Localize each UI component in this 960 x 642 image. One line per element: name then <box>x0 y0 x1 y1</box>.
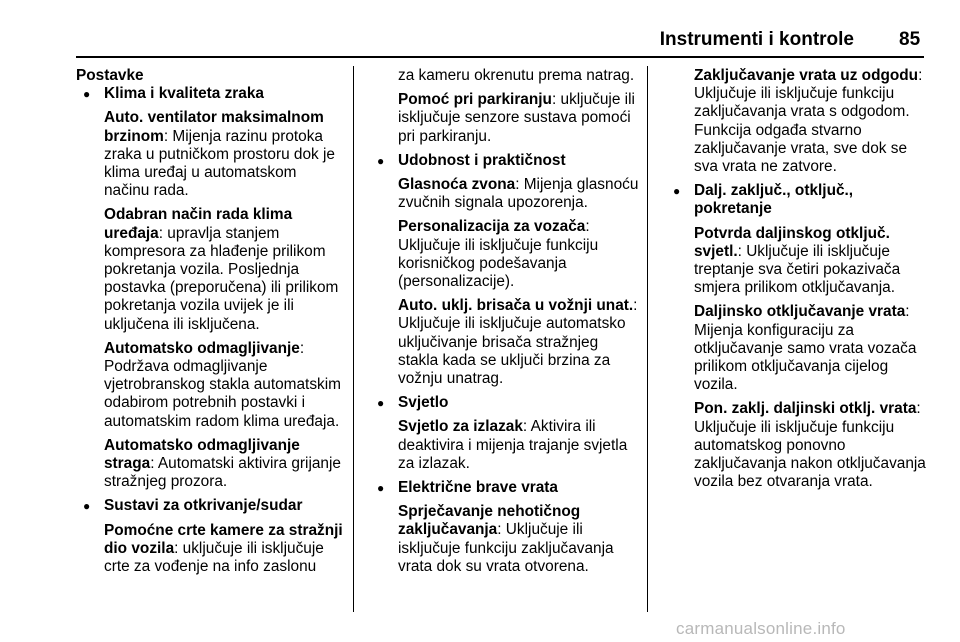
setting-term: Odabran način rada klima uređaja <box>104 206 293 242</box>
setting-description: : Podržava odmagljivanje vjetrobranskog stakla automatskim odabirom potrebnih postavki i automatskim radom klima uređaja. <box>104 339 341 430</box>
setting-item <box>370 297 640 388</box>
column-1 <box>76 67 346 576</box>
setting-term: Auto. uklj. brisača u vožnji unat. <box>398 297 634 315</box>
setting-term: Automatsko odmagljivanje straga <box>104 436 300 473</box>
setting-description: : Uključuje ili isključuje treptanje sva četiri pokazivača smjera prilikom otključavanja. <box>694 242 901 297</box>
column-divider-1 <box>353 66 354 612</box>
column-2 <box>370 67 640 576</box>
setting-description: : Uključuje ili isključuje funkciju korisničkog podešavanja (personalizacije). <box>398 218 599 291</box>
setting-item <box>76 437 346 492</box>
setting-description: : Aktivira ili deaktivira i mijenja trajanje svjetla za izlazak. <box>398 418 628 472</box>
setting-term: Auto. ventilator maksimalnom brzinom <box>104 109 324 145</box>
setting-description: : upravlja stanjem kompresora za hlađenje prilikom pokretanja vozila. Posljednja postavka (preporučena) ili prilikom pokretanja vozila uvijek je ili uključena ili isključena. <box>104 224 339 333</box>
bullet-heading: ● Svjetlo <box>370 394 640 412</box>
bullet-heading: ● Električne brave vrata <box>370 479 640 497</box>
setting-item <box>666 400 928 491</box>
setting-item <box>76 522 346 577</box>
bullet-heading: ● Udobnost i praktičnost <box>370 152 640 170</box>
setting-item <box>666 67 928 176</box>
continued-text: za kameru okrenutu prema natrag. <box>398 67 635 84</box>
column-3 <box>666 67 928 491</box>
setting-item <box>666 303 928 394</box>
setting-term: Pomoćne crte kamere za stražnji dio vozila <box>104 521 343 557</box>
setting-description: : Uključuje ili isključuje automatsko uključivanje brisača stražnjeg stakla kada se uključi brzina za vožnju unatrag. <box>398 297 638 388</box>
column-divider-2 <box>647 66 648 612</box>
bullet-heading: ● Klima i kvaliteta zraka <box>76 85 346 103</box>
setting-item <box>370 218 640 291</box>
setting-term: Personalizacija za vozača <box>398 218 586 236</box>
setting-item <box>370 91 640 146</box>
bullet-heading: ● Sustavi za otkrivanje/sudar <box>76 497 346 515</box>
setting-term: Zaključavanje vrata uz odgodu <box>694 67 919 84</box>
page-number: 85 <box>899 29 921 50</box>
setting-term: Glasnoća zvona <box>398 176 516 194</box>
setting-item <box>666 225 928 298</box>
setting-description: : Automatski aktivira grijanje stražnjeg prozora. <box>104 455 341 491</box>
setting-description: : Mijenja konfiguraciju za otključavanje samo vrata vozača prilikom otključavanja cijelog vozila. <box>694 303 917 394</box>
setting-term: Pon. zaklj. daljinski otklj. vrata <box>694 400 917 418</box>
watermark: carmanualsonline.info <box>676 619 846 638</box>
setting-item <box>76 340 346 431</box>
setting-item <box>370 503 640 576</box>
setting-term: Svjetlo za izlazak <box>398 418 523 436</box>
setting-term: Sprječavanje nehotičnog zaključavanja <box>398 503 581 539</box>
setting-description: : Uključuje ili isključuje funkciju zaključavanja vrata s odgodom. Funkcija odgađa stvarno zaključavanje vrata, sve dok se sva vrata ne zatvore. <box>694 67 923 176</box>
setting-description: : Mijenja razinu protoka zraka u putničkom prostoru dok je klima uređaj u automatskom načinu rada. <box>104 127 335 200</box>
setting-description: : uključuje ili isključuje senzore sustava pomoći pri parkiranju. <box>398 91 635 145</box>
setting-description: : Mijenja glasnoću zvučnih signala upozorenja. <box>398 176 639 212</box>
header-title: Instrumenti i kontrole <box>659 29 854 50</box>
setting-description: : uključuje ili isključuje crte za vođenje na info zaslonu <box>104 539 324 576</box>
setting-item <box>370 418 640 473</box>
setting-term: Pomoć pri parkiranju <box>398 91 552 109</box>
setting-term: Automatsko odmagljivanje <box>104 339 300 357</box>
setting-term: Potvrda daljinskog otključ. svjetl. <box>694 224 890 260</box>
bullet-heading: ● Dalj. zaključ., otključ., pokretanje <box>666 182 928 218</box>
setting-description: : Uključuje ili isključuje funkciju zaključavanja vrata dok su vrata otvorena. <box>398 521 614 575</box>
header-rule <box>76 56 924 58</box>
section-title: Postavke <box>76 67 144 84</box>
setting-item <box>76 206 346 333</box>
setting-item <box>76 109 346 200</box>
setting-description: : Uključuje ili isključuje funkciju automatskog ponovno zaključavanja nakon otključavanja vozila bez otvaranja vrata. <box>694 400 926 491</box>
setting-term: Daljinsko otključavanje vrata <box>694 303 906 321</box>
setting-item <box>370 176 640 212</box>
